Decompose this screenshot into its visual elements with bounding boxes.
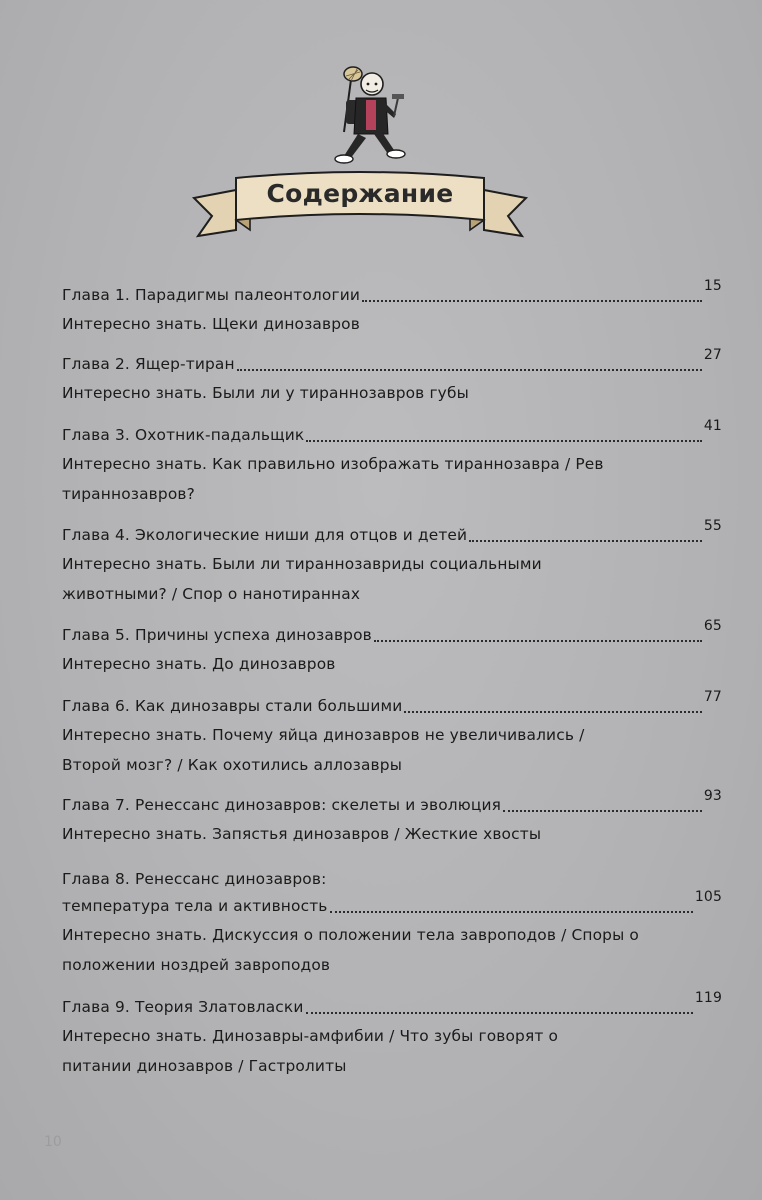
- chapter-title: Глава 1. Парадигмы палеонтологии: [62, 286, 361, 304]
- chapter-subtitle: питании динозавров / Гастролиты: [62, 1057, 347, 1075]
- chapter-subtitle: Интересно знать. Были ли у тираннозавров губы: [62, 384, 469, 402]
- page-number: 93: [703, 788, 722, 804]
- leader-dots: [503, 810, 702, 812]
- leader-dots: [237, 369, 702, 371]
- page-number: 41: [703, 418, 722, 434]
- toc-entry-9: [62, 990, 722, 1081]
- chapter-title: Глава 2. Ящер-тиран: [62, 355, 235, 373]
- page-number: 65: [703, 618, 722, 634]
- leader-dots: [469, 540, 702, 542]
- page-number: 55: [703, 518, 722, 534]
- leader-dots: [306, 1012, 693, 1014]
- page-title: Содержание: [266, 179, 454, 208]
- chapter-line[interactable]: [62, 788, 722, 819]
- chapter-title: Глава 7. Ренессанс динозавров: скелеты и эволюция: [62, 796, 502, 814]
- chapter-subtitle: Интересно знать. Запястья динозавров / Жесткие хвосты: [62, 825, 542, 843]
- leader-dots: [374, 640, 702, 642]
- toc-entry-3: [62, 418, 722, 509]
- chapter-title: Глава 4. Экологические ниши для отцов и детей: [62, 526, 468, 544]
- chapter-subtitle: Интересно знать. Щеки динозавров: [62, 315, 360, 333]
- toc-entry-7: [62, 788, 722, 849]
- chapter-title-line1[interactable]: Глава 8. Ренессанс динозавров:: [62, 870, 327, 888]
- chapter-line[interactable]: [62, 347, 722, 378]
- page-number: 27: [703, 347, 722, 363]
- toc-entry-5: [62, 618, 722, 679]
- chapter-title: Глава 9. Теория Златовласки: [62, 998, 304, 1016]
- chapter-subtitle: Второй мозг? / Как охотились аллозавры: [62, 756, 403, 774]
- toc-entry-8: [62, 866, 722, 980]
- chapter-title: температура тела и активность: [62, 897, 328, 915]
- chapter-line[interactable]: [62, 618, 722, 649]
- chapter-line[interactable]: [62, 278, 722, 309]
- page-number: 77: [703, 689, 722, 705]
- chapter-subtitle: Интересно знать. Почему яйца динозавров не увеличивались /: [62, 726, 585, 744]
- toc-entry-1: [62, 278, 722, 339]
- chapter-subtitle: Интересно знать. Динозавры-амфибии / Что зубы говорят о: [62, 1027, 559, 1045]
- chapter-subtitle: Интересно знать. Как правильно изображать тираннозавра / Рев: [62, 455, 604, 473]
- toc-entry-2: [62, 347, 722, 408]
- chapter-subtitle: Интересно знать. Дискуссия о положении тела завроподов / Споры о: [62, 926, 639, 944]
- folio-page-number: 10: [44, 1134, 62, 1150]
- page-number: 119: [694, 990, 722, 1006]
- chapter-line[interactable]: [62, 990, 722, 1021]
- chapter-line[interactable]: [62, 689, 722, 720]
- page-number: 15: [703, 278, 722, 294]
- leader-dots: [306, 440, 702, 442]
- leader-dots: [362, 300, 702, 302]
- chapter-title: Глава 5. Причины успеха динозавров: [62, 626, 372, 644]
- chapter-subtitle: тираннозавров?: [62, 485, 195, 503]
- page-number: 105: [694, 889, 722, 905]
- chapter-subtitle: животными? / Спор о нанотираннах: [62, 585, 361, 603]
- chapter-line[interactable]: [62, 418, 722, 449]
- chapter-line[interactable]: [62, 889, 722, 920]
- chapter-subtitle: положении ноздрей завроподов: [62, 956, 331, 974]
- leader-dots: [404, 711, 701, 713]
- chapter-title: Глава 6. Как динозавры стали большими: [62, 697, 403, 715]
- chapter-title: Глава 3. Охотник-падальщик: [62, 426, 305, 444]
- chapter-subtitle: Интересно знать. До динозавров: [62, 655, 336, 673]
- toc-entry-4: [62, 518, 722, 609]
- chapter-line[interactable]: [62, 518, 722, 549]
- leader-dots: [330, 911, 693, 913]
- toc-entry-6: [62, 689, 722, 780]
- chapter-subtitle: Интересно знать. Были ли тираннозавриды социальными: [62, 555, 542, 573]
